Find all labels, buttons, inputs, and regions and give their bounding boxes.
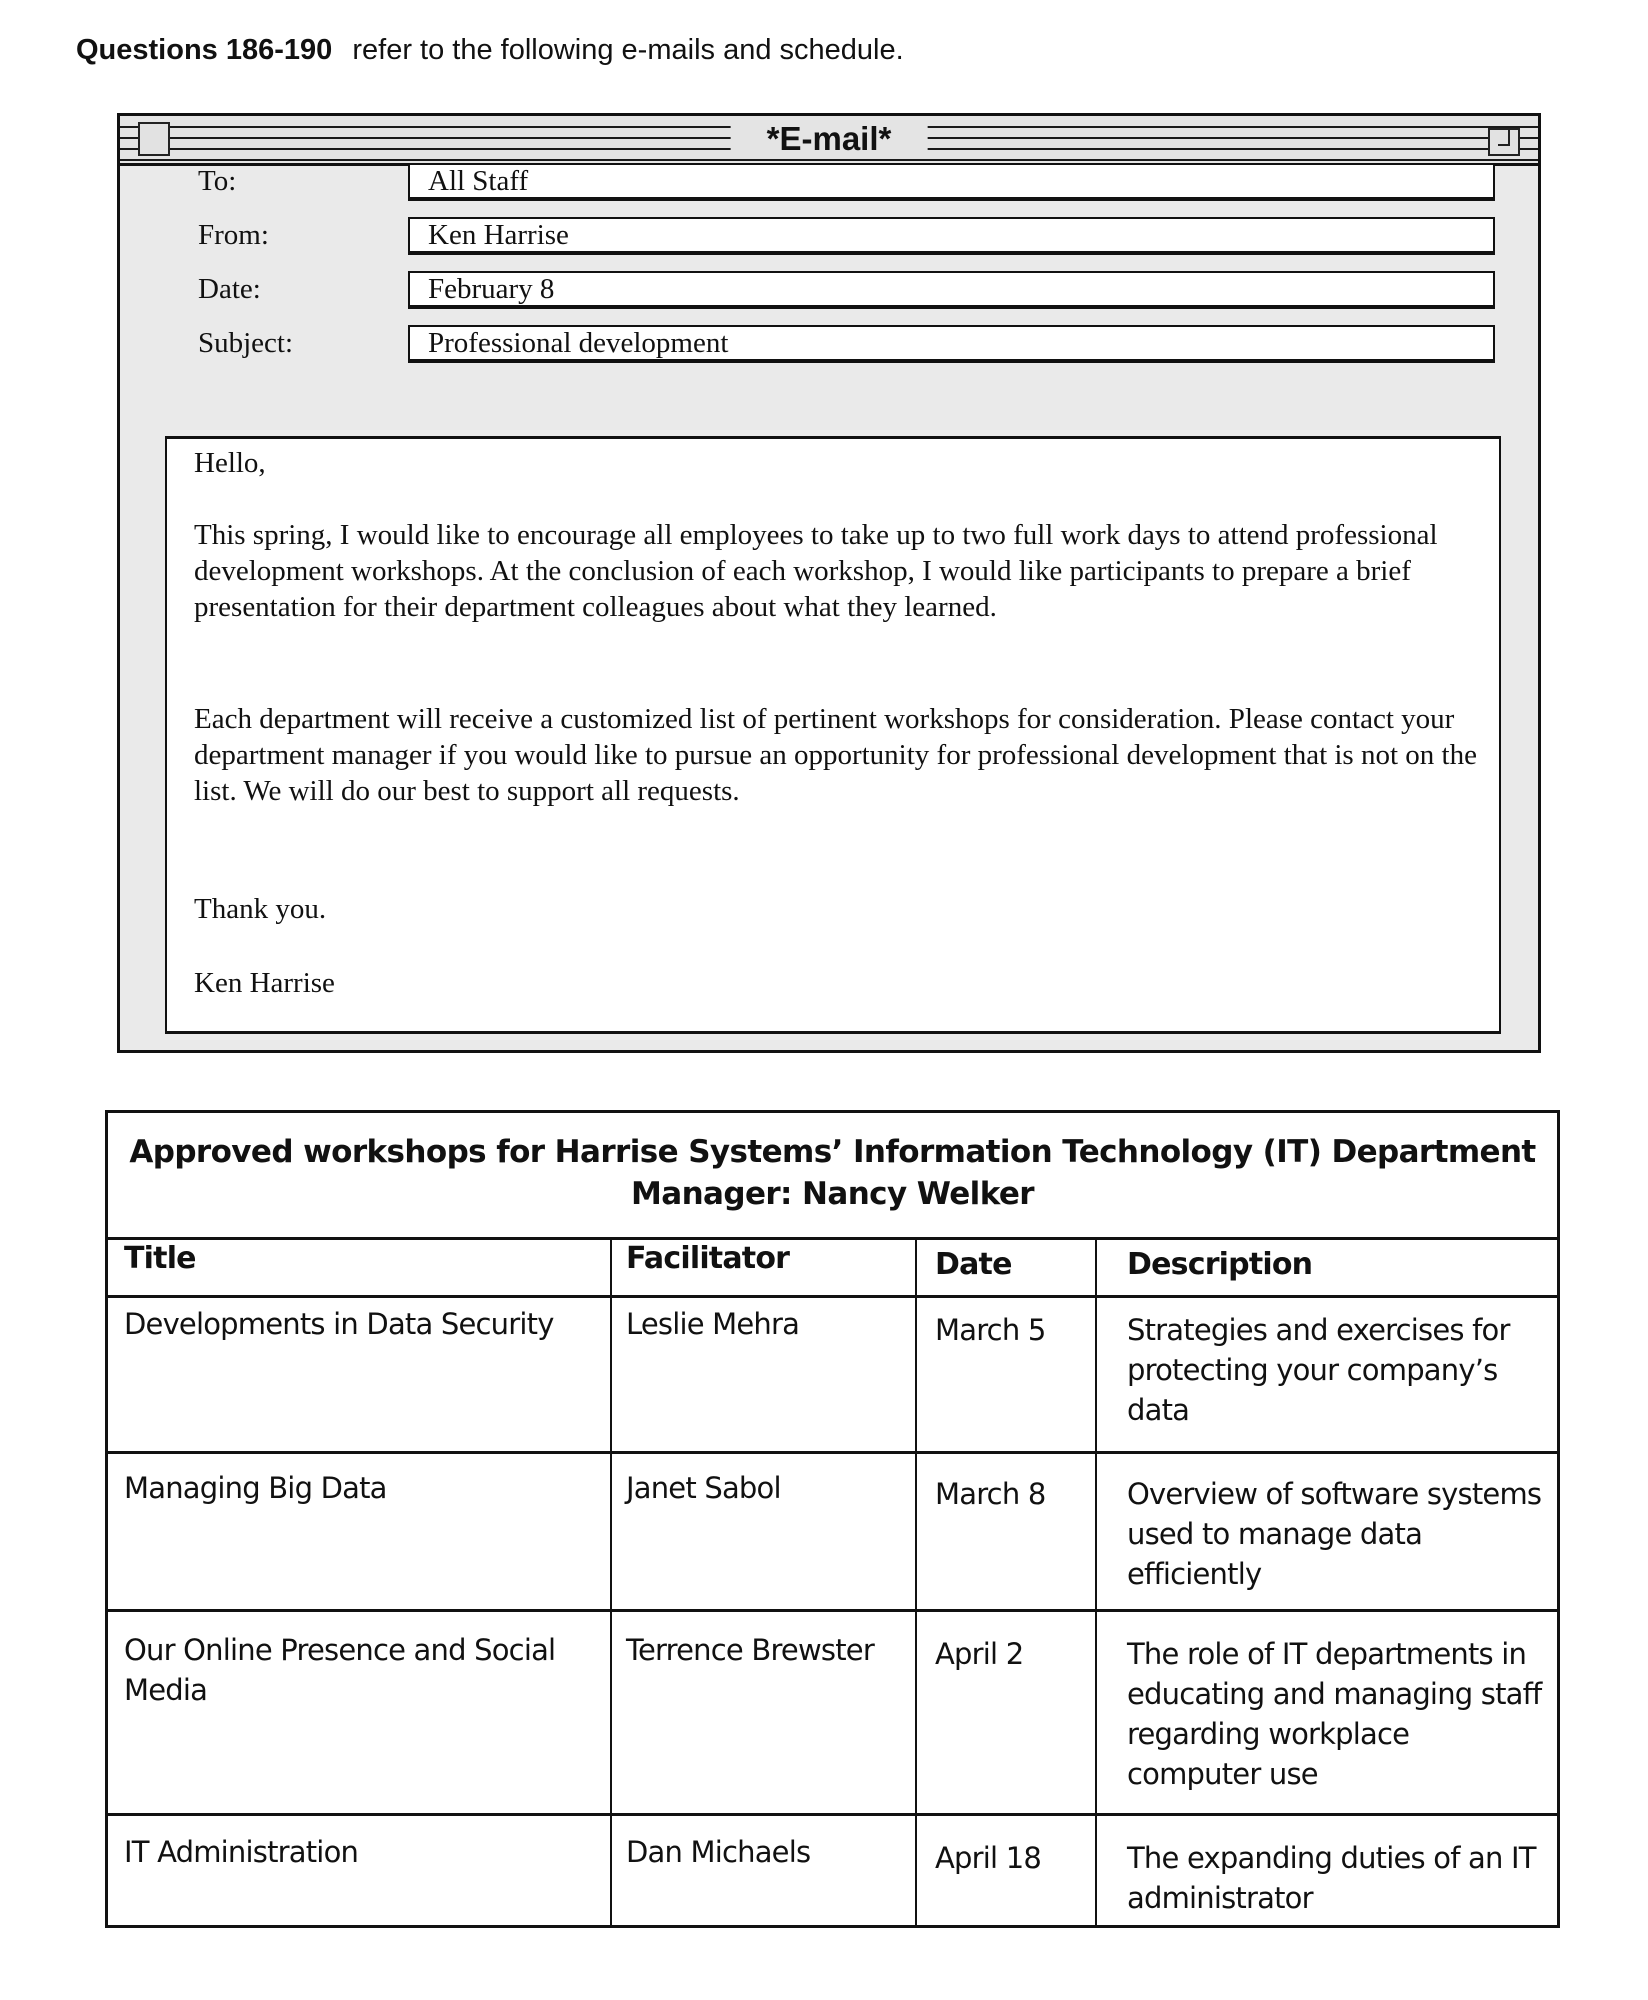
workshop-schedule-table xyxy=(105,1110,1560,1928)
email-window xyxy=(117,113,1541,1053)
table-row xyxy=(108,1454,1557,1612)
question-header xyxy=(76,34,904,67)
email-body[interactable] xyxy=(165,436,1501,1034)
workshop-description: Strategies and exercises for protecting your company’s data xyxy=(1127,1313,1510,1427)
zoom-box-icon[interactable] xyxy=(1488,128,1520,156)
email-from-field[interactable]: Ken Harrise xyxy=(408,217,1495,255)
workshop-title: Our Online Presence and Social Media xyxy=(108,1612,612,1813)
email-subject-label: Subject: xyxy=(198,327,294,359)
schedule-manager: Manager: Nancy Welker xyxy=(631,1176,1034,1212)
email-paragraph-1: This spring, I would like to encourage all employees to take up to two full work days to attend professional development workshops. At the conclusion of each workshop, I would like participants to prepare a brief presentation for their department colleagues about what they learned. xyxy=(194,519,1438,623)
workshop-facilitator: Janet Sabol xyxy=(612,1454,917,1609)
workshop-date: March 8 xyxy=(917,1454,1097,1609)
workshop-description: Overview of software systems used to manage data efficiently xyxy=(1127,1477,1542,1591)
column-header-title: Title xyxy=(108,1237,612,1295)
workshop-date: April 2 xyxy=(917,1612,1097,1813)
table-header-row xyxy=(108,1237,1557,1298)
email-paragraph-2: Each department will receive a customized list of pertinent workshops for consideration. Please contact your department manager if you would like to pursue an opportunity for professional development that is not on the list. We will do our best to support all requests. xyxy=(194,703,1477,807)
workshop-facilitator: Dan Michaels xyxy=(612,1816,917,1928)
workshop-description: The expanding duties of an IT administrator xyxy=(1127,1841,1536,1915)
email-subject-field[interactable]: Professional development xyxy=(408,325,1495,363)
workshop-title: Developments in Data Security xyxy=(108,1298,612,1451)
workshop-facilitator: Leslie Mehra xyxy=(612,1298,917,1451)
workshop-title: IT Administration xyxy=(108,1816,612,1928)
email-closing: Thank you. xyxy=(194,893,327,925)
schedule-title: Approved workshops for Harrise Systems’ Information Technology (IT) Department xyxy=(129,1134,1536,1170)
question-instruction: refer to the following e-mails and schedule. xyxy=(352,34,904,66)
column-header-facilitator: Facilitator xyxy=(612,1237,917,1295)
column-header-date: Date xyxy=(917,1237,1097,1295)
email-to-field[interactable]: All Staff xyxy=(408,163,1495,201)
table-row xyxy=(108,1816,1557,1928)
email-date-row xyxy=(120,271,1538,311)
question-range: Questions 186-190 xyxy=(76,34,333,66)
close-box-icon[interactable] xyxy=(138,122,170,156)
email-subject-row xyxy=(120,325,1538,365)
workshop-title: Managing Big Data xyxy=(108,1454,612,1609)
email-title-bar[interactable] xyxy=(120,116,1538,166)
workshop-date: March 5 xyxy=(917,1298,1097,1451)
workshop-date: April 18 xyxy=(917,1816,1097,1928)
email-greeting: Hello, xyxy=(194,447,266,479)
email-date-field[interactable]: February 8 xyxy=(408,271,1495,309)
email-date-label: Date: xyxy=(198,273,261,305)
table-row xyxy=(108,1298,1557,1454)
email-window-title: *E-mail* xyxy=(731,119,928,159)
email-from-label: From: xyxy=(198,219,269,251)
email-from-row xyxy=(120,217,1538,257)
workshop-description: The role of IT departments in educating and managing staff regarding workplace computer use xyxy=(1127,1637,1542,1791)
table-row xyxy=(108,1612,1557,1816)
email-signature: Ken Harrise xyxy=(194,967,335,999)
column-header-description: Description xyxy=(1127,1247,1313,1282)
schedule-caption xyxy=(108,1113,1557,1240)
workshop-facilitator: Terrence Brewster xyxy=(612,1612,917,1813)
email-to-row xyxy=(120,163,1538,203)
email-to-label: To: xyxy=(198,165,237,197)
